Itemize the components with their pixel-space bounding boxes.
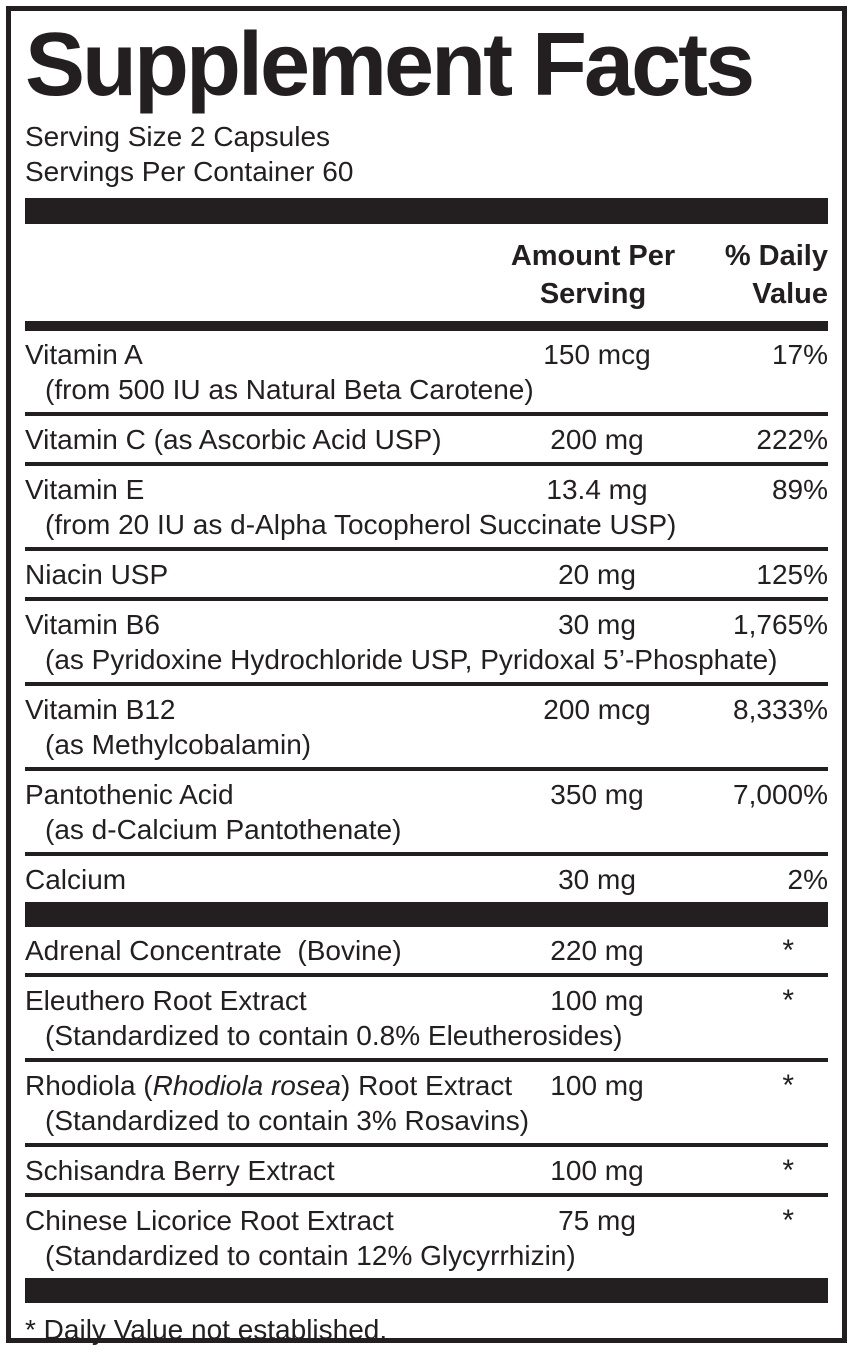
ingredient-name bbox=[25, 1068, 521, 1103]
ingredient-amount: 100 mg bbox=[550, 984, 644, 1016]
table-row-schisandra bbox=[25, 1143, 828, 1193]
column-header-amount-line2: Serving bbox=[539, 277, 647, 310]
table-row-calcium bbox=[25, 852, 828, 902]
ingredient-detail: (from 500 IU as Natural Beta Carotene) bbox=[45, 373, 534, 405]
ingredient-detail: (as Pyridoxine Hydrochloride USP, Pyridoxal 5’-Phosphate) bbox=[45, 643, 778, 675]
botanicals-section bbox=[25, 927, 828, 1278]
column-header-daily-value bbox=[678, 237, 828, 313]
ingredient-amount: 75 mg bbox=[558, 1204, 636, 1236]
table-row-vitamin-b6 bbox=[25, 597, 828, 682]
ingredient-name: Chinese Licorice Root Extract bbox=[25, 1204, 394, 1236]
daily-value-footnote: * Daily Value not established. bbox=[25, 1313, 388, 1345]
ingredient-amount: 350 mg bbox=[550, 778, 644, 810]
column-header-spacer bbox=[25, 237, 508, 313]
ingredient-detail: (as Methylcobalamin) bbox=[45, 728, 312, 760]
ingredient-amount: 200 mg bbox=[550, 423, 644, 455]
ingredient-daily-value: 89% bbox=[771, 473, 828, 505]
separator-bar-middle bbox=[25, 902, 828, 927]
ingredient-daily-value: * bbox=[782, 1203, 794, 1237]
ingredient-amount: 150 mcg bbox=[543, 338, 651, 370]
serving-size: Serving Size 2 Capsules bbox=[25, 120, 331, 152]
ingredient-name: Adrenal Concentrate (Bovine) bbox=[25, 934, 402, 966]
ingredient-detail: (as d-Calcium Pantothenate) bbox=[45, 813, 402, 845]
ingredient-detail: (Standardized to contain 12% Glycyrrhizin) bbox=[45, 1239, 576, 1271]
table-row-chinese-licorice bbox=[25, 1193, 828, 1278]
ingredient-daily-value: * bbox=[782, 1153, 794, 1187]
ingredient-amount: 100 mg bbox=[550, 1069, 644, 1101]
ingredient-daily-value: * bbox=[782, 983, 794, 1017]
ingredient-amount: 20 mg bbox=[558, 558, 636, 590]
ingredient-amount: 220 mg bbox=[550, 934, 644, 966]
table-row-rhodiola bbox=[25, 1058, 828, 1143]
ingredient-daily-value: 222% bbox=[756, 423, 828, 455]
ingredient-amount: 13.4 mg bbox=[546, 473, 648, 505]
ingredient-name: Vitamin B12 bbox=[25, 693, 176, 725]
ingredient-name: Pantothenic Acid bbox=[25, 778, 234, 810]
ingredient-daily-value: * bbox=[782, 933, 794, 967]
table-row-vitamin-b12 bbox=[25, 682, 828, 767]
ingredient-daily-value: 125% bbox=[756, 558, 828, 590]
column-header-amount bbox=[508, 237, 678, 313]
ingredient-name: Schisandra Berry Extract bbox=[25, 1154, 335, 1186]
ingredient-daily-value: 7,000% bbox=[733, 778, 828, 810]
table-row-pantothenic-acid bbox=[25, 767, 828, 852]
ingredient-daily-value: * bbox=[782, 1068, 794, 1102]
column-header-dv-line2: Value bbox=[752, 277, 828, 310]
ingredient-name: Vitamin B6 bbox=[25, 608, 160, 640]
table-row-vitamin-c bbox=[25, 412, 828, 462]
table-row-adrenal-concentrate bbox=[25, 927, 828, 973]
ingredient-detail: (from 20 IU as d-Alpha Tocopherol Succinate USP) bbox=[45, 508, 677, 540]
nutrients-section bbox=[25, 331, 828, 902]
separator-bar-bottom bbox=[25, 1278, 828, 1303]
separator-bar-top bbox=[25, 198, 828, 224]
header-divider-bar bbox=[25, 321, 828, 331]
ingredient-name-latin: Rhodiola rosea bbox=[152, 1069, 341, 1101]
ingredient-daily-value: 17% bbox=[771, 338, 828, 370]
table-row-vitamin-a bbox=[25, 331, 828, 412]
ingredient-name-post: ) Root Extract bbox=[340, 1069, 513, 1101]
ingredient-name: Vitamin C (as Ascorbic Acid USP) bbox=[25, 423, 442, 455]
ingredient-amount: 30 mg bbox=[558, 608, 636, 640]
table-row-eleuthero bbox=[25, 973, 828, 1058]
ingredient-daily-value: 1,765% bbox=[733, 608, 828, 640]
ingredient-amount: 200 mcg bbox=[543, 693, 651, 725]
ingredient-name: Vitamin E bbox=[25, 473, 145, 505]
ingredient-daily-value: 8,333% bbox=[733, 693, 828, 725]
ingredient-amount: 100 mg bbox=[550, 1154, 644, 1186]
ingredient-daily-value: 2% bbox=[787, 863, 828, 895]
table-row-vitamin-e bbox=[25, 462, 828, 547]
ingredient-detail: (Standardized to contain 3% Rosavins) bbox=[45, 1104, 530, 1136]
panel-title: Supplement Facts bbox=[25, 15, 753, 115]
ingredient-name: Vitamin A bbox=[25, 338, 143, 370]
ingredient-name: Calcium bbox=[25, 863, 127, 895]
ingredient-name: Eleuthero Root Extract bbox=[25, 984, 307, 1016]
ingredient-detail: (Standardized to contain 0.8% Eleutherosides) bbox=[45, 1019, 623, 1051]
ingredient-name-pre: Rhodiola ( bbox=[25, 1069, 153, 1101]
supplement-facts-panel bbox=[6, 6, 847, 1343]
servings-per-container: Servings Per Container 60 bbox=[25, 155, 354, 187]
ingredient-name: Niacin USP bbox=[25, 558, 169, 590]
column-header-amount-line1: Amount Per bbox=[510, 239, 676, 272]
table-row-niacin bbox=[25, 547, 828, 597]
column-header-row bbox=[25, 224, 828, 321]
ingredient-amount: 30 mg bbox=[558, 863, 636, 895]
column-header-dv-line1: % Daily bbox=[724, 239, 828, 272]
